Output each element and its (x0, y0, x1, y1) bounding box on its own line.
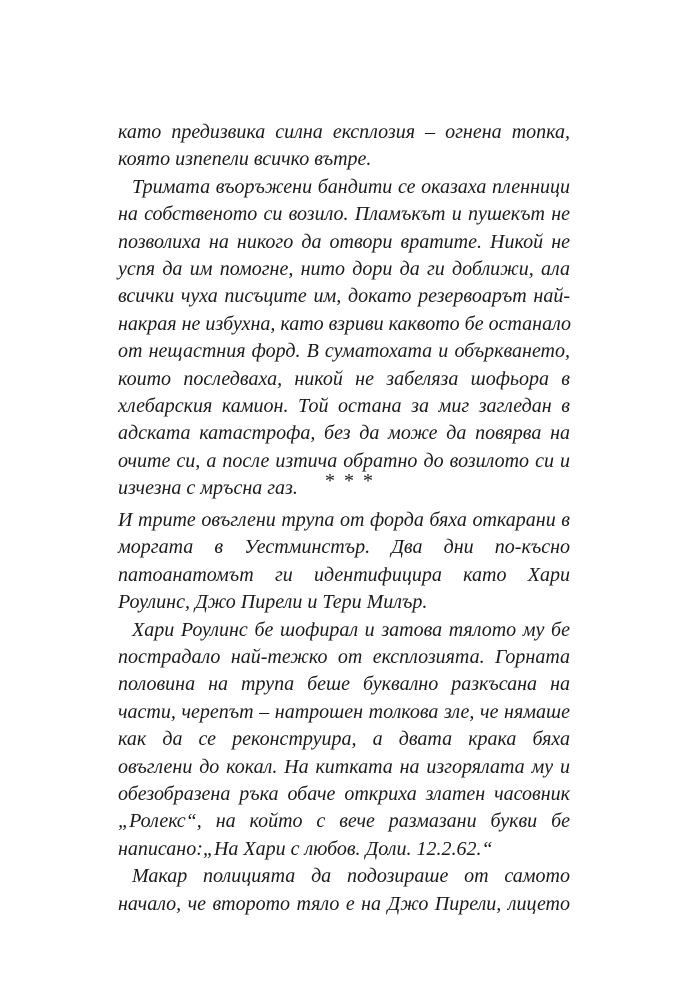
text-line: на собственото си возило. Пламъкът и пушекът не (118, 203, 570, 226)
text-line: изчезна с мръсна газ. (118, 477, 298, 500)
text-line: Хари Роулинс бе шофирал и затова тялото му бе (132, 618, 570, 641)
text-line: овъглени до кокал. На китката на изгорялата му и (118, 755, 570, 778)
text-line: И трите овъглени трупа от форда бяха откарани в (118, 509, 570, 531)
text-line: успя да им помогне, нито дори да ги доближи, ала (118, 258, 570, 281)
paragraph (118, 174, 570, 503)
text-section-2 (118, 507, 570, 918)
paragraph (118, 507, 570, 617)
text-line: пострадало най-тежко от експлозията. Горната (118, 646, 570, 669)
text-line: всички чуха писъците им, докато резервоарът най- (118, 285, 570, 308)
section-separator: * * * (325, 470, 375, 492)
text-line: как да се реконструира, а двата крака бяха (118, 728, 570, 751)
paragraph (118, 617, 570, 864)
text-section-1 (118, 119, 570, 503)
text-line: позволиха на никого да отвори вратите. Никой не (118, 230, 570, 253)
text-line: части, черепът – натрошен толкова зле, че нямаше (118, 700, 570, 723)
text-line: адската катастрофа, без да може да повярва на (118, 422, 570, 445)
text-line: от нещастния форд. В суматохата и объркването, (118, 340, 570, 363)
text-line: написано:„На Хари с любов. Доли. 12.2.62.“ (118, 837, 493, 860)
text-line: очите си, а после изтича обратно до возилото си и (118, 449, 570, 472)
text-line: Тримата въоръжени бандити се оказаха пленници (132, 175, 570, 198)
text-line: която изпепели всичко вътре. (118, 148, 372, 171)
text-line: моргата в Уестминстър. Два дни по-късно (118, 536, 570, 559)
text-line: които последваха, никой не забеляза шофьора в (118, 367, 570, 390)
paragraph (118, 863, 570, 918)
text-line: като предизвика силна експлозия – огнена топка, (118, 121, 570, 143)
text-line: хлебарския камион. Той остана за миг загледан в (118, 395, 570, 418)
text-line: Макар полицията да подозираше от самото (132, 865, 570, 888)
text-line: половина на трупа беше буквално разкъсана на (118, 673, 570, 696)
text-line: „Ролекс“, на който с вече размазани букви бе (118, 810, 570, 833)
text-line: патоанатомът ги идентифицира като Хари (118, 563, 570, 586)
text-line: накрая не избухна, като взриви каквото бе останало (118, 312, 572, 335)
text-line: обезобразена ръка обаче откриха златен часовник (118, 783, 570, 806)
paragraph (118, 119, 570, 174)
text-line: Роулинс, Джо Пирели и Тери Милър. (118, 591, 428, 614)
text-line: начало, че второто тяло е на Джо Пирели, лицето (118, 892, 570, 915)
